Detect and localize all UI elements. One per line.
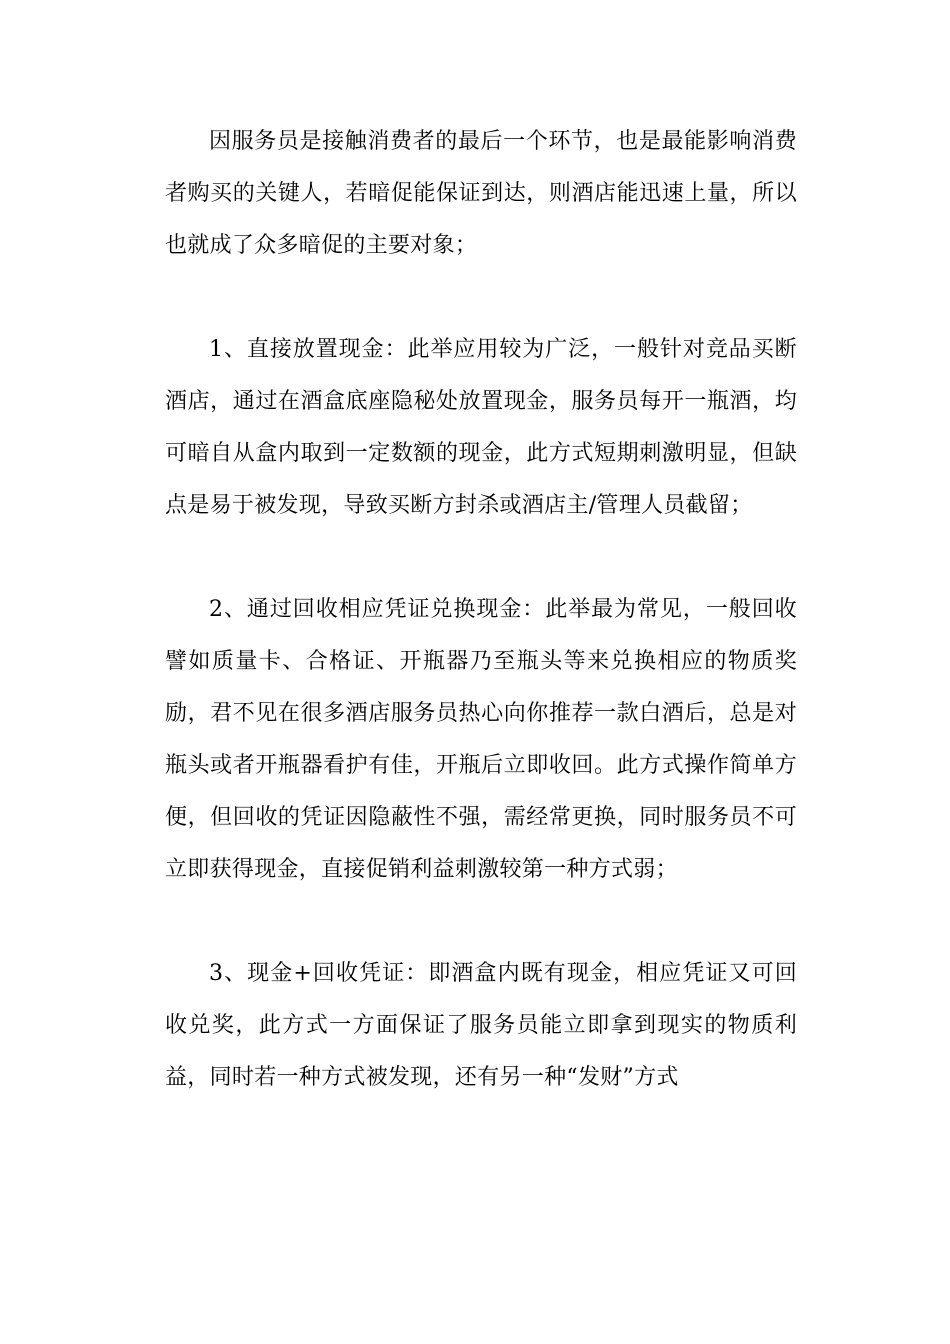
paragraph-spacer (165, 272, 797, 324)
paragraph-item-1: 1、直接放置现金：此举应用较为广泛，一般针对竞品买断酒店，通过在酒盒底座隐秘处放置现金，服务员每开一瓶酒，均可暗自从盒内取到一定数额的现金，此方式短期刺激明显，但缺点是易于被发现，导致买断方封杀或酒店主/管理人员截留； (165, 337, 797, 518)
paragraph-spacer (165, 532, 797, 584)
paragraph-spacer (165, 896, 797, 948)
document-body (165, 116, 797, 1104)
paragraph-intro: 因服务员是接触消费者的最后一个环节，也是最能影响消费者购买的关键人，若暗促能保证到达，则酒店能迅速上量，所以也就成了众多暗促的主要对象； (165, 129, 797, 258)
paragraph-item-3: 3、现金+回收凭证：即酒盒内既有现金，相应凭证又可回收兑奖，此方式一方面保证了服务员能立即拿到现实的物质利益，同时若一种方式被发现，还有另一种“发财”方式 (165, 961, 797, 1090)
paragraph-item-2: 2、通过回收相应凭证兑换现金：此举最为常见，一般回收譬如质量卡、合格证、开瓶器乃至瓶头等来兑换相应的物质奖励，君不见在很多酒店服务员热心向你推荐一款白酒后，总是对瓶头或者开瓶器看护有佳，开瓶后立即收回。此方式操作简单方便，但回收的凭证因隐蔽性不强，需经常更换，同时服务员不可立即获得现金，直接促销利益刺激较第一种方式弱； (165, 597, 797, 882)
